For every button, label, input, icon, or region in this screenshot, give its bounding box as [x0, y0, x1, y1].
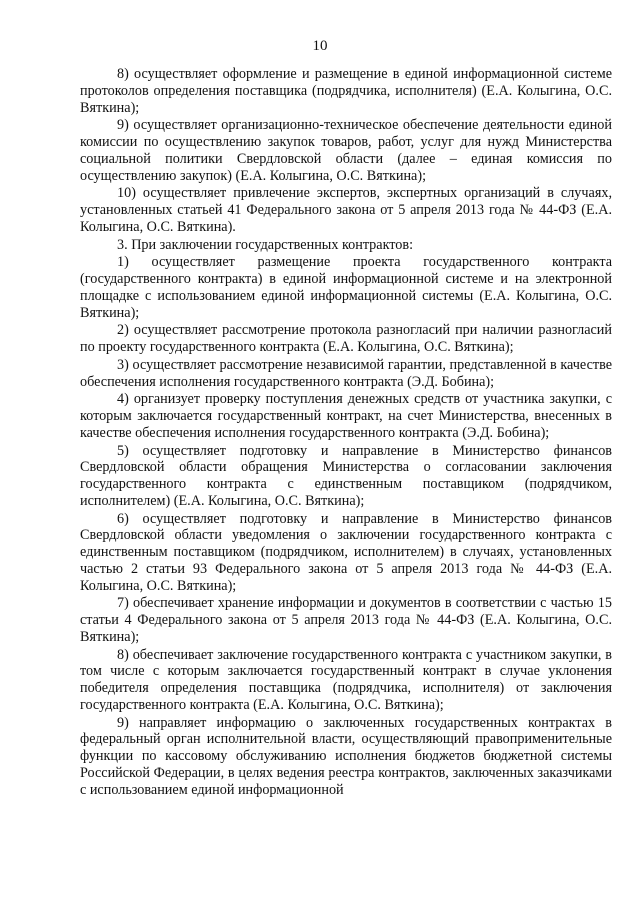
paragraph-item-1-placement: 1) осуществляет размещение проекта государственного контракта (государственного контракта) в единой информационной системе и на электронной площадке с использованием единой информационной системы (Е.А. Колыгина, О.С. Вяткина); [80, 254, 612, 321]
paragraph-item-9-registry: 9) направляет информацию о заключенных государственных контрактах в федеральный орган исполнительной власти, осуществляющий правоприменительные функции по кассовому обслуживанию исполнения бюджетов бюджетной системы Российской Федерации, в целях ведения реестра контрактов, заключенных заказчиками с использованием единой информационной [80, 714, 612, 798]
paragraph-item-3-guarantee: 3) осуществляет рассмотрение независимой гарантии, представленной в качестве обеспечения исполнения государственного контракта (Э.Д. Бобина); [80, 356, 612, 390]
paragraph-item-4-funds-check: 4) организует проверку поступления денежных средств от участника закупки, с которым заключается государственный контракт, на счет Министерства, внесенных в качестве обеспечения исполнения государственного контракта (Э.Д. Бобина); [80, 391, 612, 441]
paragraph-item-10-experts: 10) осуществляет привлечение экспертов, экспертных организаций в случаях, установленных статьей 41 Федерального закона от 5 апреля 2013 года № 44-ФЗ (Е.А. Колыгина, О.С. Вяткина). [80, 185, 612, 235]
paragraph-item-9-commission: 9) осуществляет организационно-техническое обеспечение деятельности единой комиссии по осуществлению закупок товаров, работ, услуг для нужд Министерства социальной политики Свердловской области (далее – единая комиссия по осуществлению закупок) (Е.А. Колыгина, О.С. Вяткина); [80, 117, 612, 184]
paragraph-item-5-approval-request: 5) осуществляет подготовку и направление в Министерство финансов Свердловской области обращения Министерства о согласовании заключения государственного контракта с единственным поставщиком (подрядчиком, исполнителем) (Е.А. Колыгина, О.С. Вяткина); [80, 442, 612, 509]
paragraph-item-8-conclusion: 8) обеспечивает заключение государственного контракта с участником закупки, в том числе с которым заключается государственный контракт в случае уклонения победителя определения поставщика (подрядчика, исполнителя) от заключения государственного контракта (Е.А. Колыгина, О.С. Вяткина); [80, 646, 612, 713]
paragraph-item-6-notification: 6) осуществляет подготовку и направление в Министерство финансов Свердловской области уведомления о заключении государственного контракта с единственным поставщиком (подрядчиком, исполнителем) в случаях, установленных частью 2 статьи 93 Федерального закона от 5 апреля 2013 года № 44-ФЗ (Е.А. Колыгина, О.С. Вяткина); [80, 510, 612, 594]
document-body [80, 66, 612, 799]
paragraph-item-2-disagreements: 2) осуществляет рассмотрение протокола разногласий при наличии разногласий по проекту государственного контракта (Е.А. Колыгина, О.С. Вяткина); [80, 322, 612, 355]
page-number: 10 [312, 38, 328, 54]
section-heading-contracts: 3. При заключении государственных контрактов: [117, 236, 414, 253]
paragraph-item-7-storage: 7) обеспечивает хранение информации и документов в соответствии с частью 15 статьи 4 Федерального закона от 5 апреля 2013 года № 44-ФЗ (Е.А. Колыгина, О.С. Вяткина); [80, 595, 612, 645]
paragraph-item-8-protocols: 8) осуществляет оформление и размещение в единой информационной системе протоколов определения поставщика (подрядчика, исполнителя) (Е.А. Колыгина, О.С. Вяткина); [80, 66, 612, 116]
